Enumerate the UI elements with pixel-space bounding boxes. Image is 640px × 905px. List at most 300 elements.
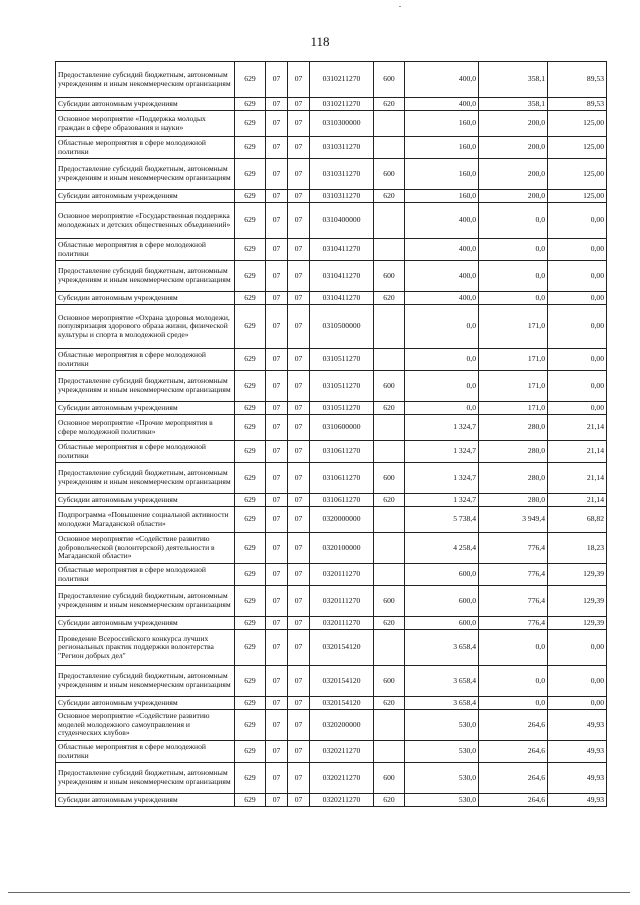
row-expense-type: [374, 441, 405, 463]
row-admin: 629: [235, 261, 266, 292]
row-section: 07: [266, 666, 288, 697]
row-percent: 125,00: [548, 137, 607, 159]
table-row: [56, 292, 607, 305]
row-subsection: 07: [288, 62, 310, 98]
row-name: Областные мероприятия в сфере молодежной политики: [56, 441, 235, 463]
row-planned: 3 658,4: [405, 630, 479, 666]
row-admin: 629: [235, 494, 266, 507]
row-section: 07: [266, 564, 288, 586]
row-section: 07: [266, 203, 288, 239]
row-executed: 280,0: [479, 463, 548, 494]
row-section: 07: [266, 710, 288, 741]
row-admin: 629: [235, 62, 266, 98]
row-expense-type: [374, 203, 405, 239]
row-planned: 3 658,4: [405, 697, 479, 710]
row-section: 07: [266, 794, 288, 807]
row-expense-type: [374, 710, 405, 741]
row-section: 07: [266, 305, 288, 349]
row-section: 07: [266, 239, 288, 261]
row-section: 07: [266, 441, 288, 463]
row-section: 07: [266, 402, 288, 415]
row-expense-type: 600: [374, 261, 405, 292]
row-executed: 3 949,4: [479, 507, 548, 533]
row-planned: 400,0: [405, 203, 479, 239]
row-percent: 0,00: [548, 292, 607, 305]
row-expense-type: [374, 239, 405, 261]
row-section: 07: [266, 190, 288, 203]
row-target-article: 0320211270: [310, 794, 374, 807]
row-executed: 0,0: [479, 697, 548, 710]
row-target-article: 0320200000: [310, 710, 374, 741]
row-subsection: 07: [288, 111, 310, 137]
row-target-article: 0310211270: [310, 98, 374, 111]
row-subsection: 07: [288, 305, 310, 349]
table-row: [56, 98, 607, 111]
row-percent: 129,39: [548, 617, 607, 630]
row-section: 07: [266, 533, 288, 564]
row-subsection: 07: [288, 137, 310, 159]
row-section: 07: [266, 741, 288, 763]
row-name: Основное мероприятие «Государственная поддержка молодежных и детских общественных объединений»: [56, 203, 235, 239]
row-percent: 21,14: [548, 441, 607, 463]
row-target-article: 0320100000: [310, 533, 374, 564]
row-name: Областные мероприятия в сфере молодежной политики: [56, 741, 235, 763]
row-admin: 629: [235, 111, 266, 137]
row-target-article: 0310411270: [310, 261, 374, 292]
row-section: 07: [266, 292, 288, 305]
row-planned: 5 738,4: [405, 507, 479, 533]
row-subsection: 07: [288, 98, 310, 111]
table-row: [56, 62, 607, 98]
row-admin: 629: [235, 507, 266, 533]
row-target-article: 0310611270: [310, 463, 374, 494]
row-subsection: 07: [288, 463, 310, 494]
row-name: Основное мероприятие «Прочие мероприятия в сфере молодежной политики»: [56, 415, 235, 441]
row-target-article: 0310400000: [310, 203, 374, 239]
row-target-article: 0310311270: [310, 159, 374, 190]
table-row: [56, 203, 607, 239]
row-admin: 629: [235, 697, 266, 710]
row-planned: 600,0: [405, 586, 479, 617]
row-subsection: 07: [288, 617, 310, 630]
row-admin: 629: [235, 349, 266, 371]
row-section: 07: [266, 463, 288, 494]
row-planned: 3 658,4: [405, 666, 479, 697]
row-admin: 629: [235, 741, 266, 763]
row-planned: 1 324,7: [405, 463, 479, 494]
row-planned: 600,0: [405, 564, 479, 586]
row-planned: 400,0: [405, 261, 479, 292]
row-admin: 629: [235, 617, 266, 630]
row-executed: 171,0: [479, 305, 548, 349]
row-section: 07: [266, 98, 288, 111]
row-target-article: 0320111270: [310, 564, 374, 586]
row-executed: 200,0: [479, 111, 548, 137]
row-expense-type: 600: [374, 159, 405, 190]
row-executed: 776,4: [479, 617, 548, 630]
row-percent: 129,39: [548, 564, 607, 586]
row-admin: 629: [235, 402, 266, 415]
row-section: 07: [266, 617, 288, 630]
row-name: Предоставление субсидий бюджетным, автономным учреждениям и иным некоммерческим организациям: [56, 666, 235, 697]
row-executed: 264,6: [479, 710, 548, 741]
row-name: Основное мероприятие «Содействие развитию добровольческой (волонтерской) деятельности в Магаданской области»: [56, 533, 235, 564]
row-executed: 0,0: [479, 666, 548, 697]
row-executed: 200,0: [479, 190, 548, 203]
row-subsection: 07: [288, 402, 310, 415]
row-percent: 49,93: [548, 710, 607, 741]
row-name: Областные мероприятия в сфере молодежной политики: [56, 564, 235, 586]
row-name: Субсидии автономным учреждениям: [56, 292, 235, 305]
row-planned: 400,0: [405, 239, 479, 261]
row-section: 07: [266, 697, 288, 710]
row-expense-type: 620: [374, 402, 405, 415]
row-subsection: 07: [288, 494, 310, 507]
table-row: [56, 697, 607, 710]
row-planned: 0,0: [405, 349, 479, 371]
row-section: 07: [266, 62, 288, 98]
row-expense-type: 620: [374, 697, 405, 710]
row-planned: 400,0: [405, 62, 479, 98]
row-percent: 125,00: [548, 190, 607, 203]
row-subsection: 07: [288, 533, 310, 564]
table-row: [56, 402, 607, 415]
row-planned: 600,0: [405, 617, 479, 630]
row-expense-type: 620: [374, 794, 405, 807]
row-subsection: 07: [288, 794, 310, 807]
row-name: Основное мероприятие «Охрана здоровья молодежи, популяризация здорового образа жизни, физической культуры и спорта в молодежной среде»: [56, 305, 235, 349]
row-name: Предоставление субсидий бюджетным, автономным учреждениям и иным некоммерческим организациям: [56, 763, 235, 794]
row-expense-type: 600: [374, 666, 405, 697]
row-executed: 0,0: [479, 239, 548, 261]
row-section: 07: [266, 494, 288, 507]
row-name: Основное мероприятие «Содействие развитию моделей молодежного самоуправления и студенческих клубов»: [56, 710, 235, 741]
table-row: [56, 159, 607, 190]
row-executed: 0,0: [479, 203, 548, 239]
table-row: [56, 137, 607, 159]
row-subsection: 07: [288, 666, 310, 697]
row-planned: 530,0: [405, 741, 479, 763]
row-percent: 49,93: [548, 794, 607, 807]
row-subsection: 07: [288, 441, 310, 463]
row-name: Предоставление субсидий бюджетным, автономным учреждениям и иным некоммерческим организациям: [56, 586, 235, 617]
row-expense-type: 620: [374, 292, 405, 305]
row-executed: 776,4: [479, 533, 548, 564]
row-admin: 629: [235, 564, 266, 586]
row-admin: 629: [235, 371, 266, 402]
row-section: 07: [266, 137, 288, 159]
row-percent: 21,14: [548, 415, 607, 441]
row-percent: 0,00: [548, 203, 607, 239]
row-percent: 68,82: [548, 507, 607, 533]
row-target-article: 0320000000: [310, 507, 374, 533]
row-name: Субсидии автономным учреждениям: [56, 494, 235, 507]
row-percent: 89,53: [548, 62, 607, 98]
bottom-rule: [8, 892, 630, 893]
row-subsection: 07: [288, 261, 310, 292]
row-planned: 160,0: [405, 159, 479, 190]
row-admin: 629: [235, 586, 266, 617]
row-planned: 1 324,7: [405, 494, 479, 507]
row-planned: 400,0: [405, 98, 479, 111]
row-section: 07: [266, 415, 288, 441]
row-planned: 530,0: [405, 794, 479, 807]
row-expense-type: [374, 111, 405, 137]
row-target-article: 0310511270: [310, 402, 374, 415]
row-target-article: 0310311270: [310, 190, 374, 203]
row-expense-type: [374, 137, 405, 159]
row-target-article: 0310300000: [310, 111, 374, 137]
row-planned: 530,0: [405, 710, 479, 741]
row-target-article: 0320154120: [310, 666, 374, 697]
row-planned: 0,0: [405, 305, 479, 349]
row-admin: 629: [235, 415, 266, 441]
row-expense-type: 600: [374, 371, 405, 402]
table-row: [56, 111, 607, 137]
row-section: 07: [266, 630, 288, 666]
row-target-article: 0310500000: [310, 305, 374, 349]
row-target-article: 0310411270: [310, 292, 374, 305]
row-subsection: 07: [288, 371, 310, 402]
row-expense-type: [374, 533, 405, 564]
row-name: Субсидии автономным учреждениям: [56, 794, 235, 807]
row-name: Проведение Всероссийского конкурса лучших региональных практик поддержки волонтерства "Регион добрых дел": [56, 630, 235, 666]
table-row: [56, 441, 607, 463]
row-percent: 125,00: [548, 159, 607, 190]
row-executed: 0,0: [479, 630, 548, 666]
row-name: Областные мероприятия в сфере молодежной политики: [56, 137, 235, 159]
table-row: [56, 507, 607, 533]
row-planned: 160,0: [405, 190, 479, 203]
row-target-article: 0310511270: [310, 371, 374, 402]
row-percent: 0,00: [548, 371, 607, 402]
row-expense-type: [374, 507, 405, 533]
table-row: [56, 239, 607, 261]
row-target-article: 0320211270: [310, 763, 374, 794]
row-section: 07: [266, 507, 288, 533]
row-planned: 1 324,7: [405, 415, 479, 441]
row-expense-type: [374, 630, 405, 666]
row-executed: 171,0: [479, 402, 548, 415]
table-row: [56, 371, 607, 402]
row-executed: 358,1: [479, 62, 548, 98]
table-row: [56, 666, 607, 697]
row-admin: 629: [235, 710, 266, 741]
row-admin: 629: [235, 137, 266, 159]
row-percent: 49,93: [548, 741, 607, 763]
row-subsection: 07: [288, 697, 310, 710]
row-executed: 776,4: [479, 564, 548, 586]
row-admin: 629: [235, 763, 266, 794]
row-admin: 629: [235, 98, 266, 111]
row-percent: 21,14: [548, 463, 607, 494]
row-expense-type: 600: [374, 62, 405, 98]
table-row: [56, 305, 607, 349]
row-percent: 89,53: [548, 98, 607, 111]
table-row: [56, 741, 607, 763]
table-row: [56, 794, 607, 807]
page-number: 118: [310, 34, 330, 49]
row-name: Предоставление субсидий бюджетным, автономным учреждениям и иным некоммерческим организациям: [56, 463, 235, 494]
row-section: 07: [266, 586, 288, 617]
table-row: [56, 617, 607, 630]
row-admin: 629: [235, 463, 266, 494]
row-planned: 4 258,4: [405, 533, 479, 564]
row-expense-type: [374, 741, 405, 763]
row-percent: 0,00: [548, 261, 607, 292]
row-admin: 629: [235, 533, 266, 564]
row-section: 07: [266, 763, 288, 794]
row-target-article: 0320111270: [310, 617, 374, 630]
row-subsection: 07: [288, 763, 310, 794]
table-row: [56, 415, 607, 441]
row-admin: 629: [235, 239, 266, 261]
row-executed: 0,0: [479, 292, 548, 305]
row-expense-type: 620: [374, 190, 405, 203]
row-admin: 629: [235, 203, 266, 239]
row-percent: 0,00: [548, 305, 607, 349]
row-expense-type: 600: [374, 463, 405, 494]
row-target-article: 0320211270: [310, 741, 374, 763]
row-executed: 264,6: [479, 741, 548, 763]
row-executed: 200,0: [479, 159, 548, 190]
row-executed: 264,6: [479, 763, 548, 794]
row-name: Областные мероприятия в сфере молодежной политики: [56, 349, 235, 371]
row-planned: 400,0: [405, 292, 479, 305]
row-executed: 171,0: [479, 349, 548, 371]
row-name: Субсидии автономным учреждениям: [56, 402, 235, 415]
row-admin: 629: [235, 630, 266, 666]
row-percent: 129,39: [548, 586, 607, 617]
row-admin: 629: [235, 794, 266, 807]
row-planned: 160,0: [405, 137, 479, 159]
row-subsection: 07: [288, 710, 310, 741]
row-subsection: 07: [288, 349, 310, 371]
row-name: Основное мероприятие «Поддержка молодых граждан в сфере образования и науки»: [56, 111, 235, 137]
row-percent: 49,93: [548, 763, 607, 794]
row-target-article: 0320154120: [310, 630, 374, 666]
row-percent: 0,00: [548, 630, 607, 666]
row-name: Субсидии автономным учреждениям: [56, 190, 235, 203]
row-target-article: 0310411270: [310, 239, 374, 261]
row-expense-type: 600: [374, 586, 405, 617]
row-executed: 264,6: [479, 794, 548, 807]
row-expense-type: 620: [374, 617, 405, 630]
row-expense-type: [374, 349, 405, 371]
row-name: Предоставление субсидий бюджетным, автономным учреждениям и иным некоммерческим организациям: [56, 261, 235, 292]
table-row: [56, 763, 607, 794]
row-admin: 629: [235, 441, 266, 463]
row-section: 07: [266, 261, 288, 292]
row-subsection: 07: [288, 507, 310, 533]
table-row: [56, 349, 607, 371]
row-subsection: 07: [288, 203, 310, 239]
row-percent: 0,00: [548, 349, 607, 371]
row-subsection: 07: [288, 630, 310, 666]
row-expense-type: [374, 415, 405, 441]
row-executed: 0,0: [479, 261, 548, 292]
row-target-article: 0320154120: [310, 697, 374, 710]
scan-mark: [399, 6, 401, 7]
row-percent: 0,00: [548, 402, 607, 415]
row-expense-type: [374, 305, 405, 349]
row-executed: 171,0: [479, 371, 548, 402]
row-subsection: 07: [288, 415, 310, 441]
row-executed: 776,4: [479, 586, 548, 617]
row-name: Субсидии автономным учреждениям: [56, 617, 235, 630]
row-expense-type: 600: [374, 763, 405, 794]
row-percent: 125,00: [548, 111, 607, 137]
table-row: [56, 586, 607, 617]
row-expense-type: 620: [374, 98, 405, 111]
table-row: [56, 261, 607, 292]
row-target-article: 0310311270: [310, 137, 374, 159]
row-admin: 629: [235, 190, 266, 203]
row-admin: 629: [235, 292, 266, 305]
row-subsection: 07: [288, 292, 310, 305]
row-planned: 160,0: [405, 111, 479, 137]
row-executed: 280,0: [479, 441, 548, 463]
row-name: Предоставление субсидий бюджетным, автономным учреждениям и иным некоммерческим организациям: [56, 62, 235, 98]
row-planned: 0,0: [405, 402, 479, 415]
row-target-article: 0310611270: [310, 441, 374, 463]
row-target-article: 0310600000: [310, 415, 374, 441]
row-executed: 200,0: [479, 137, 548, 159]
row-name: Субсидии автономным учреждениям: [56, 98, 235, 111]
table-row: [56, 533, 607, 564]
row-planned: 530,0: [405, 763, 479, 794]
table-row: [56, 463, 607, 494]
row-expense-type: [374, 564, 405, 586]
row-name: Предоставление субсидий бюджетным, автономным учреждениям и иным некоммерческим организациям: [56, 371, 235, 402]
row-planned: 1 324,7: [405, 441, 479, 463]
row-subsection: 07: [288, 741, 310, 763]
row-percent: 18,23: [548, 533, 607, 564]
row-subsection: 07: [288, 564, 310, 586]
row-percent: 0,00: [548, 697, 607, 710]
row-admin: 629: [235, 159, 266, 190]
table-row: [56, 630, 607, 666]
row-percent: 0,00: [548, 666, 607, 697]
row-name: Подпрограмма «Повышение социальной активности молодежи Магаданской области»: [56, 507, 235, 533]
row-target-article: 0320111270: [310, 586, 374, 617]
row-name: Предоставление субсидий бюджетным, автономным учреждениям и иным некоммерческим организациям: [56, 159, 235, 190]
row-section: 07: [266, 159, 288, 190]
row-admin: 629: [235, 666, 266, 697]
table-row: [56, 494, 607, 507]
row-subsection: 07: [288, 586, 310, 617]
row-subsection: 07: [288, 239, 310, 261]
row-subsection: 07: [288, 190, 310, 203]
row-admin: 629: [235, 305, 266, 349]
row-target-article: 0310511270: [310, 349, 374, 371]
row-subsection: 07: [288, 159, 310, 190]
row-percent: 21,14: [548, 494, 607, 507]
row-executed: 280,0: [479, 494, 548, 507]
row-executed: 358,1: [479, 98, 548, 111]
row-name: Областные мероприятия в сфере молодежной политики: [56, 239, 235, 261]
row-section: 07: [266, 111, 288, 137]
row-executed: 280,0: [479, 415, 548, 441]
row-target-article: 0310611270: [310, 494, 374, 507]
table-row: [56, 710, 607, 741]
row-section: 07: [266, 349, 288, 371]
table-row: [56, 564, 607, 586]
row-name: Субсидии автономным учреждениям: [56, 697, 235, 710]
row-target-article: 0310211270: [310, 62, 374, 98]
row-section: 07: [266, 371, 288, 402]
budget-table: [55, 61, 607, 807]
